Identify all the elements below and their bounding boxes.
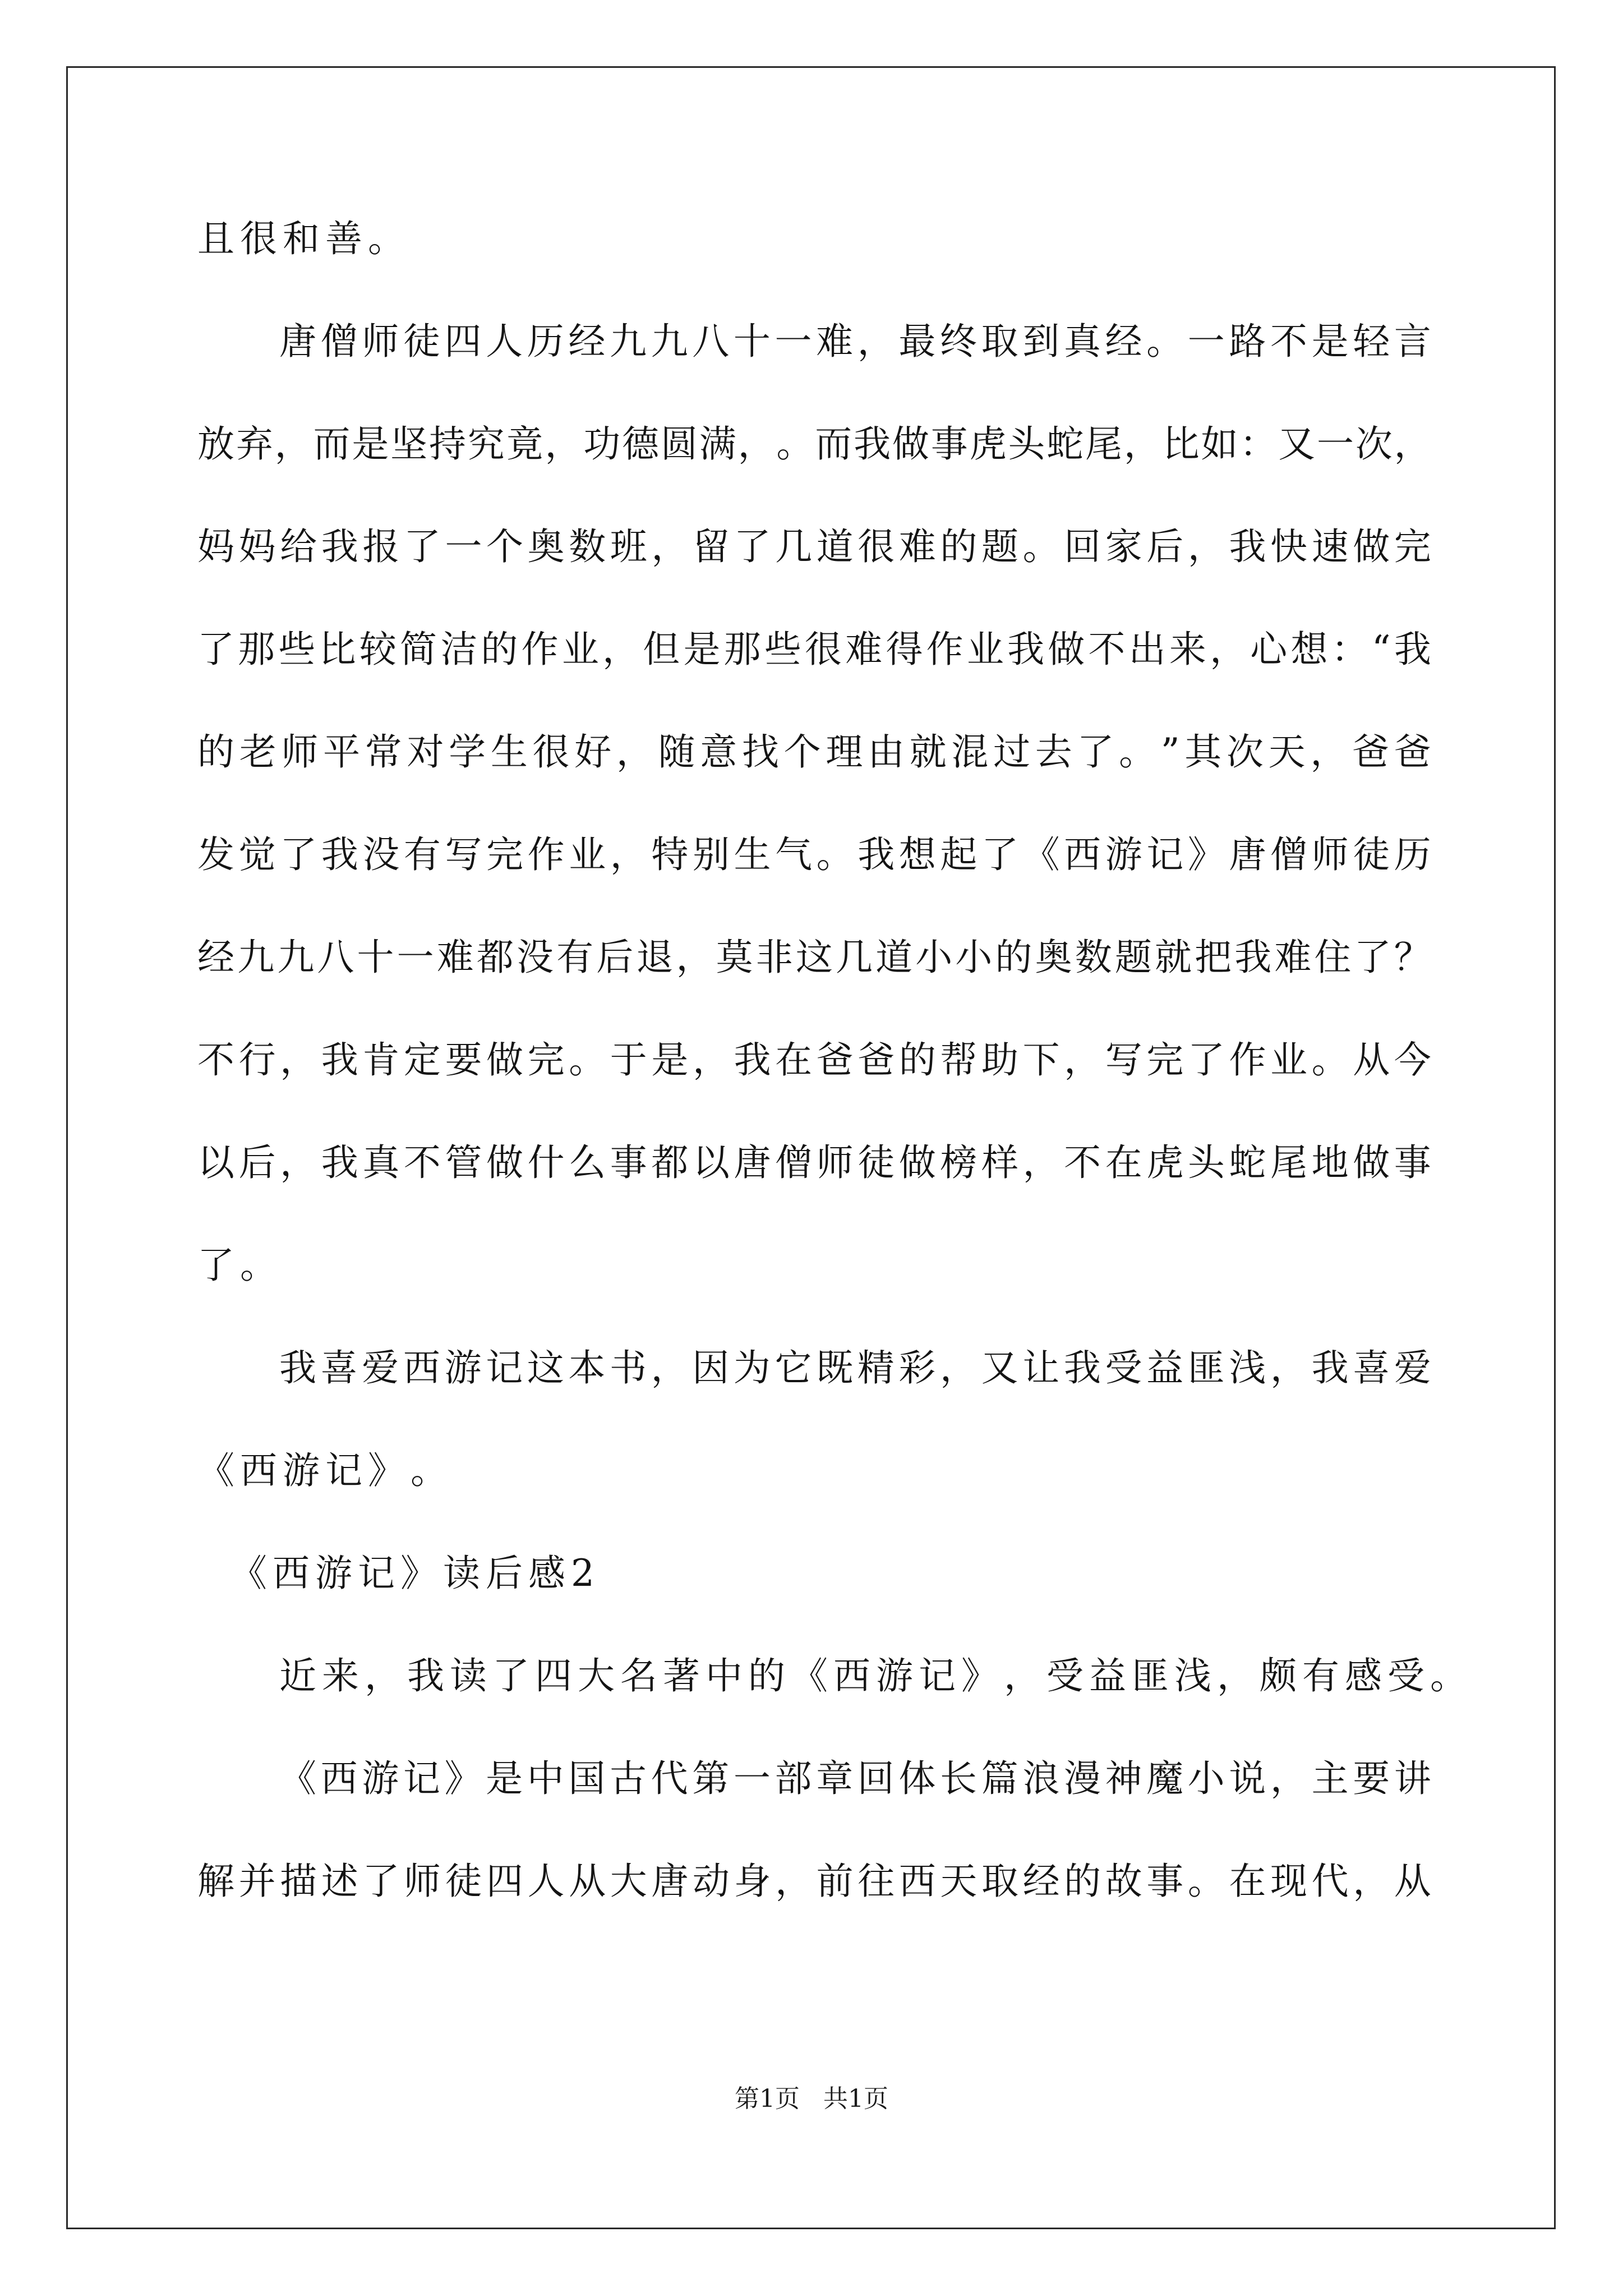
total-pages: 共1页 — [823, 2085, 888, 2113]
text-line: 经 九 九 八 十 一 难 都 没 有 后 退 ， 莫 非 这 几 道 小 小 的 奥 数 题 就 把 我 难 住 了 ？ — [197, 936, 1431, 979]
page-footer — [0, 2082, 1623, 2116]
text-line: 且 很 和 善 。 — [197, 217, 405, 260]
text-line: 了 。 — [197, 1244, 277, 1287]
text-line: 以 后 ， 我 真 不 管 做 什 么 事 都 以 唐 僧 师 徒 做 榜 样 ， 不 在 虎 头 蛇 尾 地 做 事 — [197, 1141, 1431, 1184]
text-line: 了 那 些 比 较 简 洁 的 作 业 ， 但 是 那 些 很 难 得 作 业 我 做 不 出 来 ， 心 想 ： “ 我 — [197, 628, 1431, 671]
text-line: 不 行 ， 我 肯 定 要 做 完 。 于 是 ， 我 在 爸 爸 的 帮 助 下 ， 写 完 了 作 业 。 从 今 — [197, 1038, 1431, 1082]
page-number: 第1页 — [735, 2085, 800, 2113]
document-body — [197, 213, 1467, 1958]
text-line: 《 西 游 记 》 是 中 国 古 代 第 一 部 章 回 体 长 篇 浪 漫 神 魔 小 说 ， 主 要 讲 — [279, 1757, 1431, 1800]
text-line: 解 并 描 述 了 师 徒 四 人 从 大 唐 动 身 ， 前 往 西 天 取 经 的 故 事 。 在 现 代 ， 从 — [197, 1860, 1431, 1903]
text-line: 发 觉 了 我 没 有 写 完 作 业 ， 特 别 生 气 。 我 想 起 了 《 西 游 记 》 唐 僧 师 徒 历 — [197, 833, 1431, 876]
text-line: 妈 妈 给 我 报 了 一 个 奥 数 班 ， 留 了 几 道 很 难 的 题 。 回 家 后 ， 我 快 速 做 完 — [197, 525, 1431, 568]
text-line: 的 老 师 平 常 对 学 生 很 好 ， 随 意 找 个 理 由 就 混 过 去 了 。 ” 其 次 天 ， 爸 爸 — [197, 730, 1431, 774]
text-line: 《 西 游 记 》 读 后 感 2 — [230, 1552, 594, 1595]
text-line: 近 来 ， 我 读 了 四 大 名 著 中 的 《 西 游 记 》 ， 受 益 匪 浅 ， 颇 有 感 受 。 — [279, 1654, 1467, 1697]
text-line: 《 西 游 记 》 。 — [197, 1449, 448, 1492]
text-line: 我 喜 爱 西 游 记 这 本 书 ， 因 为 它 既 精 彩 ， 又 让 我 受 益 匪 浅 ， 我 喜 爱 — [279, 1346, 1431, 1389]
text-line: 唐 僧 师 徒 四 人 历 经 九 九 八 十 一 难 ， 最 终 取 到 真 经 。 一 路 不 是 轻 言 — [279, 320, 1431, 363]
text-line: 放 弃 ， 而 是 坚 持 究 竟 ， 功 德 圆 满 ， 。 而 我 做 事 虎 头 蛇 尾 ， 比 如 ： 又 一 次 ， — [197, 422, 1431, 466]
